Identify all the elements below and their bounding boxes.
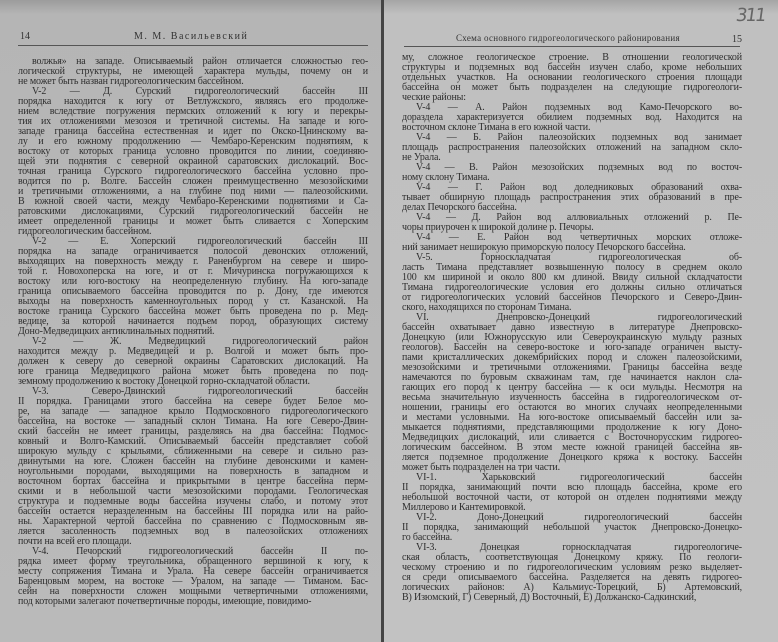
text-line: и третичными отложениями, а на глубине под ними — палеозойскими. [18, 186, 368, 197]
text-line: сейн на поверхности сложен мощными четвертичными отложениями, [18, 586, 368, 597]
text-line: Баренцовым морем, на востоке — Уралом, на западе — Тиманом. Бас- [18, 576, 368, 587]
text-line: ний занимает неширокую приморскую полосу Печорского бассейна. [402, 242, 686, 253]
text-line: ский бассейн не имеет границы, разделяясь на два бассейна: Подмос- [18, 426, 368, 437]
text-line: V-4 — А. Район подземных вод Камо-Печорского во- [416, 102, 742, 113]
text-line: волжья» на западе. Описываемый район отличается сложностью гео- [32, 56, 368, 67]
text-line: VI. Днепровско-Донецкий гидрогеологический [416, 312, 742, 323]
text-line: ре, на западе — западное крыло Подмосковного гидрогеологического [18, 406, 368, 417]
paragraph [402, 473, 742, 513]
paragraph [402, 233, 742, 253]
text-line: V-2 — Д. Сурский гидрогеологический бассейн III [32, 86, 368, 97]
text-line: точная граница Сурского гидрогеологического бассейна условно про- [18, 166, 368, 177]
text-line: ческие районы: [402, 92, 466, 103]
text-line: VI-2. Доно-Донецкий гидрогеологический бассейн [416, 512, 742, 523]
text-line: V-4 — Г. Район вод доледниковых образований охва- [416, 182, 742, 193]
text-line: логической структуры, не имеющей характера мульды, почему он и [18, 66, 368, 77]
text-line: весьма значительную изученность бассейна в гидрогеологическом от- [402, 392, 742, 403]
text-line: востоку от которых граница условно проводится по линии, соединяю- [18, 146, 368, 157]
text-line: ласть Тимана представляет возвышенную полосу в среднем около [402, 262, 742, 273]
text-line: Миллерово и Кантемировкой. [402, 502, 526, 513]
paragraph [402, 543, 742, 603]
text-line: небольшой восточной части, от которой он отделен поднятиями между [402, 492, 742, 503]
paragraph [18, 57, 368, 87]
text-line: почти на всей его площади. [18, 536, 132, 547]
text-line: му, сложное геологическое строение. В отношении геологической [402, 52, 742, 63]
text-line: скими и в небольшой части мезозойскими породами. Геологическая [18, 486, 368, 497]
text-line: нием вследствие погружения пермских отложений к югу и перекры- [18, 106, 368, 117]
left-page [0, 0, 383, 642]
text-line: и местами условными. На юго-востоке описываемый бассейн или за- [402, 412, 742, 423]
text-line: V-4. Печорский гидрогеологический бассейн II по- [32, 546, 368, 557]
text-line: восточном склоне Тимана в его южной части. [402, 122, 591, 133]
text-line: Медведицких дислокаций, или сливается с Восточнорусским гидрогео- [402, 432, 742, 443]
text-line: VI-3. Донецкая горноскладчатая гидрогеологиче- [416, 542, 742, 553]
text-line: 100 км шириной и около 800 км длиной. Ввиду сильной складчатости [402, 272, 742, 283]
text-line: чоры приурочен к широкой долине р. Печоры. [402, 222, 594, 233]
paragraph [402, 213, 742, 233]
header-rule [404, 46, 740, 47]
text-line: ному склону Тимана. [402, 172, 490, 183]
paragraph [402, 133, 742, 163]
text-line: широкую мульду с крыльями, сближенными на севере и сильно раз- [18, 446, 368, 457]
text-line: месту сопряжения Тимана и Урала. На севере бассейн ограничивается [18, 566, 368, 577]
text-line: мыкается поднятиями, представляющими продолжение к югу Доно- [402, 422, 742, 433]
text-line: Тимана гидрогеологические условия его должны сильно отличаться [402, 282, 742, 293]
paragraph [402, 513, 742, 543]
text-line: рядка имеет форму треугольника, обращенного вершиной к югу, к [18, 556, 368, 567]
text-line: той г. Новохоперска на юге, и от г. Мичуринска погружающихся к [18, 266, 368, 277]
text-line: структуры и подземных вод бассейн изучен слабо, кроме небольших [402, 62, 742, 73]
text-line: от гидрогеологических условий бассейнов Печорского и Северо-Двин- [402, 292, 742, 303]
text-line: тывает обширную площадь распространения этих образований в пре- [402, 192, 742, 203]
text-line: площадь распространения палеозойских отложений на западном скло- [402, 142, 742, 153]
text-line: земному продолжению к востоку Донецкой горно-складчатой области. [18, 376, 310, 387]
text-line: структура и подземные воды бассейна изучены слабо, и потому этот [18, 496, 368, 507]
text-line: V-4 — Е. Район вод четвертичных морских отложе- [416, 232, 742, 243]
text-line: под которыми залегают почетвертичные породы, имеющие, повидимо- [18, 596, 312, 607]
text-line: ноугольными породами, выходящими на поверхность в западном и [18, 466, 368, 477]
text-line: В южной своей части, между Чембаро-Керенскими поднятиями и Са- [18, 196, 368, 207]
running-head: М. М. Васильевский [134, 31, 249, 42]
text-line: логических районов: А) Кальмиус-Торецкий, Б) Артемовский, [402, 582, 742, 593]
text-line: ны. Характерной чертой бассейна по сравнению с Подмосковным яв- [18, 516, 368, 527]
paragraph [18, 237, 368, 337]
text-line: Доно-Медведицких антиклинальных поднятий. [18, 326, 215, 337]
text-line: II порядка, занимающий почти всю площадь бассейна, кроме его [402, 482, 742, 493]
paragraph [402, 163, 742, 183]
text-line: должен к северу до северной окраины Саратовских дислокаций. На [18, 356, 368, 367]
page-number: 14 [20, 31, 30, 42]
text-line: дораздела характеризуется обилием подземных вод. Находится на [402, 112, 742, 123]
text-line: щей эти поднятия с северной окраиной саратовских дислокаций. Вос- [18, 156, 368, 167]
text-line: V-5. Горноскладчатая гидрогеологическая об- [416, 252, 742, 263]
text-line: ского, находящихся по сторонам Тимана. [402, 302, 572, 313]
text-line: восточном бортах бассейна и прикрытыми в центре бассейна перм- [18, 476, 368, 487]
text-line: II порядка. Границами этого бассейна на севере будет Белое мо- [18, 396, 368, 407]
paragraph [402, 103, 742, 133]
text-line: находится между р. Медведицей и р. Волгой и может быть про- [18, 346, 368, 357]
text-line: Донецкую (или Южнорусскую или Североукраинскую мульду разных [402, 332, 742, 343]
text-line: западе граница бассейна естественная и идет по Окско-Цнинскому ва- [18, 126, 368, 137]
text-line: лу и его южному продолжению — Чембаро-Керенским поднятиям, к [18, 136, 368, 147]
text-line: не может быть назван гидрогеологическим бассейном. [18, 76, 244, 87]
text-line: II порядка, занимающий небольшой участок Днепровско-Донецко- [402, 522, 742, 533]
handwritten-mark: 311 [734, 5, 766, 26]
text-line: юге граница Медведицкого района может быть проведена по под- [18, 366, 368, 377]
running-head: Схема основного гидрогеологического районирования [456, 33, 680, 43]
text-line: отдельных участков. На основании геологического строения площади [402, 72, 742, 83]
text-line: делах Печорского бассейна. [402, 202, 517, 213]
text-line: ведице, за которой начинается подъем пород, образующих систему [18, 316, 368, 327]
text-line: V-4 — Б. Район палеозойских подземных вод занимает [416, 132, 742, 143]
paragraph [402, 53, 742, 103]
paragraph [402, 313, 742, 473]
text-line: V-4 — В. Район мезозойских подземных вод по восточ- [416, 162, 742, 173]
text-line: востоке граница Сурского бассейна может быть проведена по р. Мед- [18, 306, 368, 317]
text-line: ся среди описываемого бассейна. Разделяется на девять гидрогео- [402, 572, 742, 583]
text-line: V-2 — Ж. Медведицкий гидрогеологический район [32, 336, 368, 347]
header-rule [18, 45, 368, 46]
text-line: V-2 — Е. Хоперский гидрогеологический бассейн III [32, 236, 368, 247]
text-line: порядка находится к югу от Ветлужского, являясь его продолже- [18, 96, 368, 107]
text-line: бассейн охватывает давно известную в литературе Днепровско- [402, 322, 742, 333]
text-line: тия их отложениями мезозоя и третичной системы. На западе и юго- [18, 116, 368, 127]
paragraph [402, 253, 742, 313]
text-line: граница описываемого бассейна проводится по р. Дону, где имеются [18, 286, 368, 297]
text-line: бассейн остается неразделенным на бассейны III порядка или на райо- [18, 506, 368, 517]
text-line: геологов). Бассейн на северо-востоке и юго-западе ограничен высту- [402, 342, 742, 353]
text-line: В) Изюмский, Г) Северный, Д) Восточный, Е) Должанско-Садкинский, [402, 592, 697, 603]
text-line: востоку или юго-востоку на неопределенную глубину. На юго-западе [18, 276, 368, 287]
text-line: ковный и Волго-Камский. Описываемый бассейн представляет собой [18, 436, 368, 447]
text-line: двинутыми на юге. Сложен бассейн на глубине девонскими и камен- [18, 456, 368, 467]
text-line: гидрогеологическим бассейном. [18, 226, 152, 237]
text-line: мезозойскими и третичными отложениями. Границы бассейна везде [402, 362, 742, 373]
text-line: логическим бассейном. В этом месте южной границей бассейна яв- [402, 442, 742, 453]
text-line: ляется засоленность подземных вод в палеозойских отложениях [18, 526, 368, 537]
text-line: ношении, границы его остаются во многих случаях неопределенными [402, 402, 742, 413]
text-line: ская область, соответствующая Донецкому кряжу. По геологи- [402, 552, 742, 563]
text-line: пами кристаллических докембрийских пород и сложен палеозойскими, [402, 352, 742, 363]
text-line: намечаются по буровым скважинам там, где начинается наклон сла- [402, 372, 742, 383]
book-gutter [381, 0, 384, 642]
text-line: гающих его пород к центру бассейна — к оси мульды. Несмотря на [402, 382, 742, 393]
text-line: го бассейна. [402, 532, 453, 543]
text-line: порядка на западе ограничивается полосой девонских отложений, [18, 246, 368, 257]
text-line: имеет определенной границы и может быть сливается с Хоперским [18, 216, 368, 227]
right-page [384, 0, 778, 642]
text-line: может быть подразделен на три части. [402, 462, 560, 473]
text-line: ляется подземное продолжение Донецкого кряжа к востоку. Бассейн [402, 452, 742, 463]
paragraph [402, 183, 742, 213]
text-line: V-3. Северо-Двинский гидрогеологический бассейн [32, 386, 368, 397]
paragraph [18, 87, 368, 237]
page-number: 15 [732, 34, 742, 45]
text-line: бассейна, на востоке — западный склон Тимана. На юге Северо-Двин- [18, 416, 368, 427]
paragraph [18, 387, 368, 547]
text-line: бассейна он может быть подразделен на следующие гидрогеологи- [402, 82, 742, 93]
body-text [402, 53, 742, 603]
text-line: V-4 — Д. Район вод аллювиальных отложений р. Пе- [416, 212, 742, 223]
text-line: ратовскими дислокациями, Сурский гидрогеологический бассейн не [18, 206, 368, 217]
text-line: ческому строению и по гидрогеологическим условиям резко выделяет- [402, 562, 742, 573]
paragraph [18, 337, 368, 387]
text-line: VI-1. Харьковский гидрогеологический бассейн [416, 472, 742, 483]
text-line: водится по р. Волге. Бассейн сложен преимущественно мезозойскими [18, 176, 368, 187]
text-line: выходы на поверхность каменноугольных пород у ст. Казанской. На [18, 296, 368, 307]
text-line: не Урала. [402, 152, 441, 163]
text-line: выходящих на поверхность между г. Раненбургом на севере и широ- [18, 256, 368, 267]
body-text [18, 57, 368, 607]
paragraph [18, 547, 368, 607]
